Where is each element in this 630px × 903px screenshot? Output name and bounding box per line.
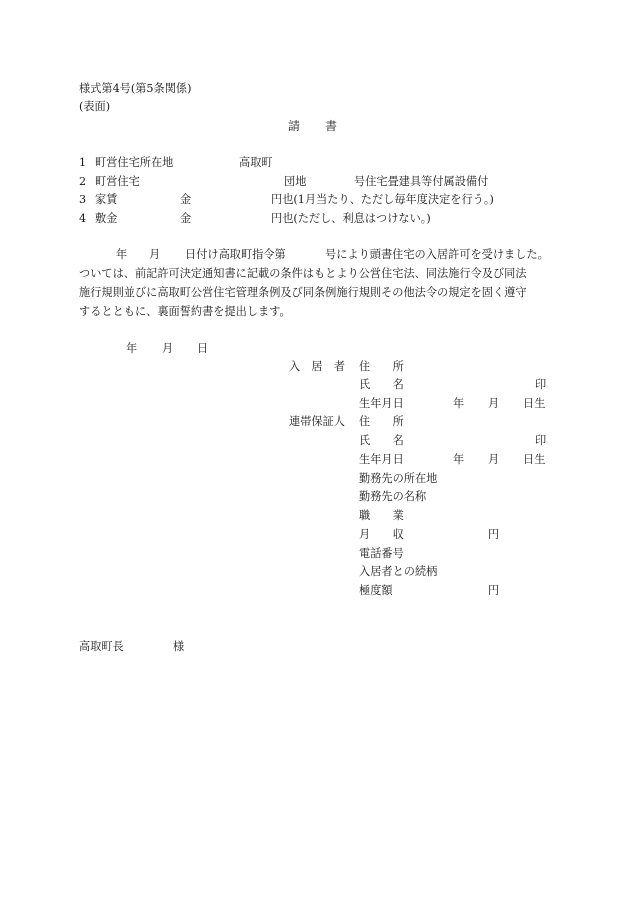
body-line2: ついては、前記許可決定通知書に記載の条件はもとより公営住宅法、同法施行令及び同法 — [79, 267, 527, 280]
item-1-label: 町営住宅所在地 — [95, 156, 174, 169]
body-line3: 施行規則並びに高取町公営住宅管理条例及び同条例施行規則その他法令の規定を固く遵守 — [79, 286, 527, 299]
body-line1-month: 月 — [149, 248, 161, 261]
item-3-col3: 円也(1月当たり、ただし毎年度決定を行う。) — [271, 193, 494, 206]
item-4-col3: 円也(ただし、利息はつけない。) — [271, 212, 431, 225]
body-line1-order: 日付け高取町指令第 — [185, 248, 286, 261]
guarantor-address-label: 住 所 — [359, 415, 404, 428]
tenant-address-label: 住 所 — [359, 360, 404, 373]
item-3-col2: 金 — [180, 193, 192, 206]
tenant-role: 入 居 者 — [289, 360, 345, 373]
guarantor-relation: 入居者との続柄 — [359, 565, 438, 578]
guarantor-name-label: 氏 名 — [359, 434, 404, 447]
guarantor-workplace-name: 勤務先の名称 — [359, 490, 427, 503]
item-3-number: 3 — [79, 193, 87, 206]
addressee-name: 高取町長 — [79, 640, 124, 653]
item-1-number: 1 — [79, 156, 87, 169]
guarantor-limit-unit: 円 — [488, 584, 500, 597]
item-2-label: 町営住宅 — [95, 175, 140, 188]
document-title-char-1: 請 — [288, 119, 301, 133]
guarantor-role: 連帯保証人 — [289, 415, 345, 428]
item-3-label: 家賃 — [95, 193, 118, 206]
item-1-value: 高取町 — [239, 156, 273, 169]
guarantor-income-unit: 円 — [488, 528, 500, 541]
side-label: (表面) — [79, 100, 111, 113]
item-2-col3: 号住宅畳建具等付属設備付 — [354, 175, 489, 188]
guarantor-phone: 電話番号 — [359, 547, 404, 560]
date-day: 日 — [197, 342, 209, 355]
guarantor-income-label: 月 収 — [359, 528, 404, 541]
guarantor-birth-month: 月 — [488, 453, 500, 466]
tenant-birth-year: 年 — [453, 397, 465, 410]
tenant-seal: 印 — [535, 378, 547, 391]
date-month: 月 — [162, 342, 174, 355]
date-year: 年 — [126, 342, 138, 355]
item-4-label: 敷金 — [95, 212, 118, 225]
item-4-number: 4 — [79, 212, 87, 225]
tenant-birth-month: 月 — [488, 397, 500, 410]
body-line1-year: 年 — [116, 248, 128, 261]
item-2-col2: 団地 — [284, 175, 307, 188]
guarantor-birth-label: 生年月日 — [359, 453, 404, 466]
guarantor-seal: 印 — [535, 434, 547, 447]
tenant-name-label: 氏 名 — [359, 378, 404, 391]
item-4-col2: 金 — [180, 212, 192, 225]
guarantor-occupation: 職 業 — [359, 509, 404, 522]
body-line1-rest: 号により頭書住宅の入居許可を受けました。 — [325, 248, 549, 261]
body-line4: するとともに、裏面誓約書を提出します。 — [79, 305, 291, 318]
addressee-honorific: 様 — [173, 640, 185, 653]
guarantor-birth-year: 年 — [453, 453, 465, 466]
guarantor-birth-day: 日生 — [523, 453, 546, 466]
tenant-birth-label: 生年月日 — [359, 397, 404, 410]
tenant-birth-day: 日生 — [523, 397, 546, 410]
form-number: 様式第4号(第5条関係) — [79, 82, 192, 95]
guarantor-limit-label: 極度額 — [359, 584, 393, 597]
guarantor-workplace-address: 勤務先の所在地 — [359, 472, 438, 485]
document-title-char-2: 書 — [325, 119, 338, 133]
item-2-number: 2 — [79, 175, 87, 188]
